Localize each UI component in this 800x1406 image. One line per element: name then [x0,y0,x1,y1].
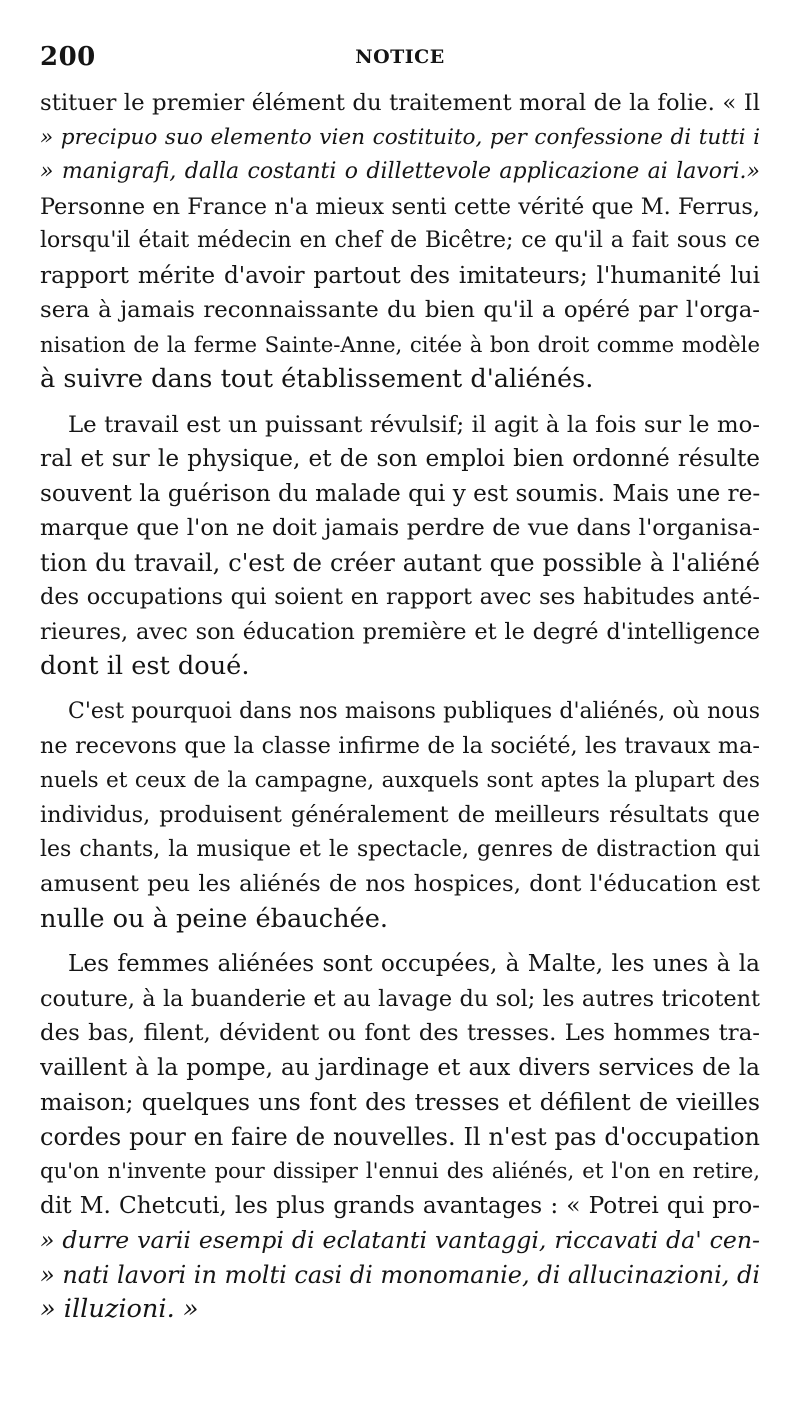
text-line: stituer le premier élément du traitement moral de la folie. « Il [40,90,760,116]
text-line: couture, à la buanderie et au lavage du sol; les autres tricotent [40,985,760,1012]
text-line: sera à jamais reconnaissante du bien qu'il a opéré par l'orga- [40,297,760,323]
text-line: vaillent à la pompe, au jardinage et aux divers services de la [40,1053,760,1081]
text-line: nulle ou à peine ébauchée. [40,903,389,934]
text-line: » precipuo suo elemento vien costituito, per confessione di tutti i [40,124,760,150]
text-line: tion du travail, c'est de créer autant que possible à l'aliéné [40,548,760,577]
running-head: NOTICE [355,46,445,68]
text-line: » illuzioni. » [40,1294,199,1324]
text-line: lorsqu'il était médecin en chef de Bicêtre; ce qu'il a fait sous ce [40,228,760,253]
text-line: Les femmes aliénées sont occupées, à Malte, les unes à la [68,950,760,977]
text-line: ral et sur le physique, et de son emploi bien ordonné résulte [40,445,760,472]
text-line: ne recevons que la classe infirme de la société, les travaux ma- [40,733,760,759]
text-line: rapport mérite d'avoir partout des imitateurs; l'humanité lui [40,261,760,289]
text-line: qu'on n'invente pour dissiper l'ennui des aliénés, et l'on en retire, [40,1158,760,1183]
text-line: rieures, avec son éducation première et le degré d'intelligence [40,618,760,645]
text-line: Le travail est un puissant révulsif; il agit à la fois sur le mo- [68,411,760,438]
text-line: souvent la guérison du malade qui y est soumis. Mais une re- [40,479,760,507]
text-line: amusent peu les aliénés de nos hospices, dont l'éducation est [40,871,760,897]
text-line: les chants, la musique et le spectacle, genres de distraction qui [40,836,760,862]
text-line: » manigrafi, dalla costanti o dillettevole applicazione ai lavori.» [40,159,760,184]
text-line: nuels et ceux de la campagne, auxquels sont aptes la plupart des [40,767,760,793]
text-line: dit M. Chetcuti, les plus grands avantages : « Potrei qui pro- [40,1191,760,1219]
page-header [40,42,760,82]
text-line: Personne en France n'a mieux senti cette vérité que M. Ferrus, [40,193,760,220]
text-line: maison; quelques uns font des tresses et défilent de vieilles [40,1088,760,1116]
text-line: dont il est doué. [40,651,250,681]
text-line: » nati lavori in molti casi di monomanie, di allucinazioni, di [40,1260,760,1289]
text-line: cordes pour en faire de nouvelles. Il n'est pas d'occupation [40,1122,760,1151]
text-line: individus, produisent généralement de meilleurs résultats que [40,802,760,828]
body-text [40,86,760,1327]
page-number: 200 [40,42,96,72]
text-line: nisation de la ferme Sainte-Anne, citée à bon droit comme modèle [40,331,760,357]
text-line: marque que l'on ne doit jamais perdre de vue dans l'organisa- [40,515,760,541]
text-line: des occupations qui soient en rapport avec ses habitudes anté- [40,584,760,610]
text-line: à suivre dans tout établissement d'aliénés. [40,364,594,394]
text-line: des bas, filent, dévident ou font des tresses. Les hommes tra- [40,1020,760,1046]
text-line: C'est pourquoi dans nos maisons publiques d'aliénés, où nous [68,698,760,724]
text-line: » durre varii esempi di eclatanti vantaggi, riccavati da' cen- [40,1226,760,1254]
